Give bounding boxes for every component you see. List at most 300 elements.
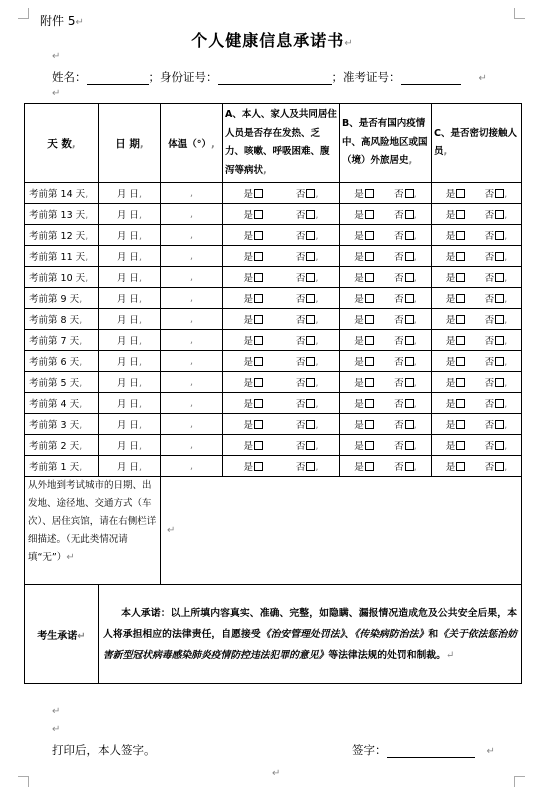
promise-label: 考生承诺↵ (25, 585, 99, 684)
table-header-row (25, 104, 522, 183)
table-row (25, 267, 522, 288)
question-b-choice (340, 330, 432, 351)
question-b-choice (340, 225, 432, 246)
no-checkbox[interactable]: 否 , (295, 189, 319, 200)
day-label: 考前第 7 天, (25, 330, 99, 351)
temperature-field[interactable]: , (161, 267, 223, 288)
day-label: 考前第 2 天, (25, 435, 99, 456)
paragraph-mark: ↵ (272, 768, 281, 779)
paragraph-mark: ↵ (52, 706, 61, 717)
date-field[interactable]: 月 日, (99, 456, 161, 477)
checkbox-square-icon (456, 336, 465, 345)
travel-row (25, 477, 522, 585)
question-c-choice (432, 435, 522, 456)
date-field[interactable]: 月 日, (99, 183, 161, 204)
no-checkbox[interactable]: 否 , (295, 315, 319, 326)
checkbox-square-icon (254, 315, 263, 324)
checkbox-square-icon (405, 189, 414, 198)
question-c-choice (432, 456, 522, 477)
no-checkbox[interactable]: 否 , (484, 294, 508, 305)
yes-checkbox[interactable]: 是 (354, 354, 374, 368)
checkbox-square-icon (495, 399, 504, 408)
checkbox-square-icon (306, 315, 315, 324)
paragraph-mark: ↵ (52, 88, 61, 99)
id-label: ；身份证号： (148, 70, 218, 84)
no-checkbox[interactable]: 否 , (484, 273, 508, 284)
id-number-field[interactable] (218, 72, 332, 85)
checkbox-square-icon (306, 441, 315, 450)
no-checkbox[interactable]: 否 , (295, 357, 319, 368)
no-checkbox[interactable]: 否 , (394, 252, 417, 263)
yes-checkbox[interactable]: 是 (354, 249, 374, 263)
checkbox-square-icon (456, 462, 465, 471)
temperature-field[interactable]: , (161, 183, 223, 204)
temperature-field[interactable]: , (161, 393, 223, 414)
checkbox-square-icon (405, 294, 414, 303)
no-checkbox[interactable]: 否 , (295, 378, 319, 389)
checkbox-square-icon (365, 357, 374, 366)
yes-checkbox[interactable]: 是 (243, 438, 263, 452)
question-c-choice (432, 372, 522, 393)
yes-checkbox[interactable]: 是 (446, 375, 466, 389)
exam-number-field[interactable] (401, 72, 461, 85)
checkbox-square-icon (456, 231, 465, 240)
day-label: 考前第 13 天, (25, 204, 99, 225)
question-b-choice (340, 393, 432, 414)
yes-checkbox[interactable]: 是 (446, 396, 466, 410)
table-row (25, 456, 522, 477)
date-field[interactable]: 月 日, (99, 246, 161, 267)
no-checkbox[interactable]: 否 , (295, 252, 319, 263)
checkbox-square-icon (456, 273, 465, 282)
checkbox-square-icon (405, 378, 414, 387)
yes-checkbox[interactable]: 是 (354, 270, 374, 284)
name-label: 姓名： (52, 70, 87, 84)
question-b-choice (340, 456, 432, 477)
question-b-choice (340, 183, 432, 204)
date-field[interactable]: 月 日, (99, 204, 161, 225)
header-day: 天 数, (25, 104, 99, 183)
temperature-field[interactable]: , (161, 372, 223, 393)
date-field[interactable]: 月 日, (99, 372, 161, 393)
checkbox-square-icon (456, 315, 465, 324)
yes-checkbox[interactable]: 是 (354, 417, 374, 431)
yes-checkbox[interactable]: 是 (243, 291, 263, 305)
crop-mark-bottom-left (18, 776, 29, 787)
question-b-choice (340, 267, 432, 288)
table-row (25, 435, 522, 456)
temperature-field[interactable]: , (161, 351, 223, 372)
header-date: 日 期, (99, 104, 161, 183)
question-c-choice (432, 309, 522, 330)
travel-answer-field[interactable]: ↵ (161, 477, 522, 585)
question-b-choice (340, 372, 432, 393)
checkbox-square-icon (495, 210, 504, 219)
checkbox-square-icon (365, 441, 374, 450)
yes-checkbox[interactable]: 是 (354, 291, 374, 305)
checkbox-square-icon (254, 357, 263, 366)
yes-checkbox[interactable]: 是 (446, 438, 466, 452)
table-row (25, 414, 522, 435)
checkbox-square-icon (306, 189, 315, 198)
temperature-field[interactable]: , (161, 414, 223, 435)
checkbox-square-icon (365, 462, 374, 471)
question-c-choice (432, 288, 522, 309)
yes-checkbox[interactable]: 是 (243, 333, 263, 347)
yes-checkbox[interactable]: 是 (243, 228, 263, 242)
name-field[interactable] (87, 72, 149, 85)
checkbox-square-icon (254, 420, 263, 429)
temperature-field[interactable]: , (161, 435, 223, 456)
header-question-a: A、本人、家人及共同居住人员是否存在发热、乏力、咳嗽、呼吸困难、腹泻等病状, (223, 104, 340, 183)
crop-mark-bottom-right (514, 776, 525, 787)
yes-checkbox[interactable]: 是 (446, 249, 466, 263)
yes-checkbox[interactable]: 是 (446, 228, 466, 242)
no-checkbox[interactable]: 否 , (484, 357, 508, 368)
yes-checkbox[interactable]: 是 (243, 354, 263, 368)
question-c-choice (432, 267, 522, 288)
no-checkbox[interactable]: 否 , (394, 378, 417, 389)
checkbox-square-icon (456, 189, 465, 198)
yes-checkbox[interactable]: 是 (446, 291, 466, 305)
header-question-c: C、是否密切接触人员, (432, 104, 522, 183)
day-label: 考前第 11 天, (25, 246, 99, 267)
yes-checkbox[interactable]: 是 (354, 375, 374, 389)
checkbox-square-icon (365, 294, 374, 303)
checkbox-square-icon (306, 210, 315, 219)
question-a-choice (223, 183, 340, 204)
no-checkbox[interactable]: 否 , (484, 378, 508, 389)
checkbox-square-icon (456, 252, 465, 261)
question-a-choice (223, 372, 340, 393)
yes-checkbox[interactable]: 是 (243, 186, 263, 200)
checkbox-square-icon (365, 336, 374, 345)
checkbox-square-icon (254, 441, 263, 450)
table-row (25, 183, 522, 204)
yes-checkbox[interactable]: 是 (243, 270, 263, 284)
question-a-choice (223, 267, 340, 288)
promise-text: 本人承诺：以上所填内容真实、准确、完整，如隐瞒、漏报情况造成危及公共安全后果，本人将承担相应的法律责任，自愿接受《治安管理处罚法》、《传染病防治法》和《关于依法惩治妨害新型冠状病毒感染肺炎疫情防控违法犯罪的意见》等法律法规的处罚和制裁。↵ (99, 585, 522, 684)
yes-checkbox[interactable]: 是 (446, 354, 466, 368)
checkbox-square-icon (456, 294, 465, 303)
no-checkbox[interactable]: 否 , (394, 315, 417, 326)
checkbox-square-icon (365, 252, 374, 261)
date-field[interactable]: 月 日, (99, 225, 161, 246)
checkbox-square-icon (405, 252, 414, 261)
checkbox-square-icon (456, 210, 465, 219)
header-temperature: 体温（°）, (161, 104, 223, 183)
health-info-table (24, 103, 522, 684)
checkbox-square-icon (306, 357, 315, 366)
checkbox-square-icon (456, 441, 465, 450)
crop-mark-top-left (18, 8, 29, 19)
paragraph-mark: ↵ (52, 724, 61, 735)
document-title: 个人健康信息承诺书↵ (191, 31, 354, 50)
checkbox-square-icon (405, 336, 414, 345)
question-a-choice (223, 225, 340, 246)
day-label: 考前第 10 天, (25, 267, 99, 288)
question-c-choice (432, 351, 522, 372)
no-checkbox[interactable]: 否 , (394, 336, 417, 347)
day-label: 考前第 1 天, (25, 456, 99, 477)
yes-checkbox[interactable]: 是 (446, 270, 466, 284)
yes-checkbox[interactable]: 是 (243, 312, 263, 326)
checkbox-square-icon (405, 210, 414, 219)
question-b-choice (340, 246, 432, 267)
no-checkbox[interactable]: 否 , (295, 462, 319, 473)
no-checkbox[interactable]: 否 , (394, 441, 417, 452)
date-field[interactable]: 月 日, (99, 330, 161, 351)
travel-question: 从外地到考试城市的日期、出发地、途径地、交通方式（车次）、居住宾馆，请在右侧栏详细描述。（无此类情况请填“无”）↵ (25, 477, 161, 585)
yes-checkbox[interactable]: 是 (354, 228, 374, 242)
no-checkbox[interactable]: 否 , (295, 231, 319, 242)
yes-checkbox[interactable]: 是 (243, 375, 263, 389)
yes-checkbox[interactable]: 是 (354, 312, 374, 326)
yes-checkbox[interactable]: 是 (446, 207, 466, 221)
table-row (25, 204, 522, 225)
checkbox-square-icon (254, 462, 263, 471)
checkbox-square-icon (495, 315, 504, 324)
no-checkbox[interactable]: 否 , (295, 399, 319, 410)
temperature-field[interactable]: , (161, 225, 223, 246)
checkbox-square-icon (254, 378, 263, 387)
yes-checkbox[interactable]: 是 (243, 396, 263, 410)
yes-checkbox[interactable]: 是 (446, 333, 466, 347)
yes-checkbox[interactable]: 是 (243, 459, 263, 473)
checkbox-square-icon (495, 273, 504, 282)
checkbox-square-icon (405, 420, 414, 429)
exam-number-label: ；准考证号： (331, 70, 401, 84)
no-checkbox[interactable]: 否 , (484, 210, 508, 221)
checkbox-square-icon (365, 378, 374, 387)
yes-checkbox[interactable]: 是 (446, 312, 466, 326)
checkbox-square-icon (254, 210, 263, 219)
temperature-field[interactable]: , (161, 288, 223, 309)
date-field[interactable]: 月 日, (99, 267, 161, 288)
yes-checkbox[interactable]: 是 (243, 249, 263, 263)
checkbox-square-icon (456, 399, 465, 408)
yes-checkbox[interactable]: 是 (446, 459, 466, 473)
question-b-choice (340, 414, 432, 435)
no-checkbox[interactable]: 否 , (295, 210, 319, 221)
no-checkbox[interactable]: 否 , (295, 273, 319, 284)
paragraph-mark: ↵ (52, 51, 61, 62)
table-row (25, 309, 522, 330)
checkbox-square-icon (456, 378, 465, 387)
question-c-choice (432, 246, 522, 267)
checkbox-square-icon (365, 399, 374, 408)
question-c-choice (432, 204, 522, 225)
question-b-choice (340, 309, 432, 330)
checkbox-square-icon (254, 294, 263, 303)
yes-checkbox[interactable]: 是 (446, 417, 466, 431)
no-checkbox[interactable]: 否 , (484, 252, 508, 263)
attachment-label: 附件 5↵ (40, 14, 84, 28)
checkbox-square-icon (306, 420, 315, 429)
checkbox-square-icon (365, 189, 374, 198)
no-checkbox[interactable]: 否 , (484, 336, 508, 347)
checkbox-square-icon (306, 231, 315, 240)
table-row (25, 330, 522, 351)
question-b-choice (340, 435, 432, 456)
checkbox-square-icon (306, 273, 315, 282)
header-question-b: B、是否有国内疫情中、高风险地区或国（境）外旅居史, (340, 104, 432, 183)
yes-checkbox[interactable]: 是 (243, 207, 263, 221)
print-sign-note: 打印后，本人签字。 (52, 743, 156, 757)
day-label: 考前第 6 天, (25, 351, 99, 372)
table-row (25, 288, 522, 309)
checkbox-square-icon (254, 273, 263, 282)
checkbox-square-icon (405, 462, 414, 471)
date-field[interactable]: 月 日, (99, 309, 161, 330)
date-field[interactable]: 月 日, (99, 414, 161, 435)
temperature-field[interactable]: , (161, 456, 223, 477)
checkbox-square-icon (456, 420, 465, 429)
checkbox-square-icon (495, 231, 504, 240)
temperature-field[interactable]: , (161, 330, 223, 351)
yes-checkbox[interactable]: 是 (354, 438, 374, 452)
checkbox-square-icon (254, 399, 263, 408)
question-a-choice (223, 204, 340, 225)
no-checkbox[interactable]: 否 , (295, 336, 319, 347)
question-a-choice (223, 288, 340, 309)
day-label: 考前第 3 天, (25, 414, 99, 435)
day-label: 考前第 8 天, (25, 309, 99, 330)
question-a-choice (223, 435, 340, 456)
no-checkbox[interactable]: 否 , (394, 231, 417, 242)
question-a-choice (223, 456, 340, 477)
question-c-choice (432, 225, 522, 246)
yes-checkbox[interactable]: 是 (354, 186, 374, 200)
yes-checkbox[interactable]: 是 (354, 207, 374, 221)
no-checkbox[interactable]: 否 , (295, 420, 319, 431)
no-checkbox[interactable]: 否 , (484, 189, 508, 200)
question-c-choice (432, 393, 522, 414)
checkbox-square-icon (405, 231, 414, 240)
personal-info-line: 姓名： ；身份证号： ；准考证号： ↵ (52, 70, 487, 84)
checkbox-square-icon (495, 462, 504, 471)
no-checkbox[interactable]: 否 , (295, 294, 319, 305)
checkbox-square-icon (306, 399, 315, 408)
no-checkbox[interactable]: 否 , (394, 399, 417, 410)
checkbox-square-icon (405, 273, 414, 282)
checkbox-square-icon (306, 252, 315, 261)
checkbox-square-icon (306, 378, 315, 387)
signature-field[interactable] (387, 745, 475, 758)
yes-checkbox[interactable]: 是 (243, 417, 263, 431)
no-checkbox[interactable]: 否 , (394, 273, 417, 284)
checkbox-square-icon (365, 273, 374, 282)
no-checkbox[interactable]: 否 , (484, 231, 508, 242)
checkbox-square-icon (365, 231, 374, 240)
checkbox-square-icon (495, 294, 504, 303)
no-checkbox[interactable]: 否 , (394, 462, 417, 473)
question-a-choice (223, 393, 340, 414)
no-checkbox[interactable]: 否 , (394, 210, 417, 221)
temperature-field[interactable]: , (161, 309, 223, 330)
question-b-choice (340, 288, 432, 309)
temperature-field[interactable]: , (161, 246, 223, 267)
table-row (25, 393, 522, 414)
signature-label: 签字： (352, 743, 387, 757)
date-field[interactable]: 月 日, (99, 435, 161, 456)
no-checkbox[interactable]: 否 , (484, 399, 508, 410)
question-a-choice (223, 414, 340, 435)
checkbox-square-icon (495, 441, 504, 450)
checkbox-square-icon (456, 357, 465, 366)
table-row (25, 225, 522, 246)
promise-row (25, 585, 522, 684)
question-b-choice (340, 204, 432, 225)
table-row (25, 372, 522, 393)
checkbox-square-icon (254, 336, 263, 345)
checkbox-square-icon (365, 210, 374, 219)
no-checkbox[interactable]: 否 , (394, 189, 417, 200)
checkbox-square-icon (405, 399, 414, 408)
day-label: 考前第 4 天, (25, 393, 99, 414)
question-a-choice (223, 351, 340, 372)
checkbox-square-icon (365, 420, 374, 429)
table-row (25, 246, 522, 267)
checkbox-square-icon (495, 420, 504, 429)
checkbox-square-icon (254, 231, 263, 240)
signature-line: 签字： ↵ (352, 743, 495, 757)
no-checkbox[interactable]: 否 , (394, 420, 417, 431)
no-checkbox[interactable]: 否 , (484, 462, 508, 473)
checkbox-square-icon (306, 294, 315, 303)
no-checkbox[interactable]: 否 , (295, 441, 319, 452)
yes-checkbox[interactable]: 是 (354, 396, 374, 410)
no-checkbox[interactable]: 否 , (484, 441, 508, 452)
checkbox-square-icon (306, 336, 315, 345)
checkbox-square-icon (365, 315, 374, 324)
day-label: 考前第 12 天, (25, 225, 99, 246)
no-checkbox[interactable]: 否 , (484, 315, 508, 326)
no-checkbox[interactable]: 否 , (394, 357, 417, 368)
checkbox-square-icon (495, 357, 504, 366)
day-label: 考前第 5 天, (25, 372, 99, 393)
checkbox-square-icon (306, 462, 315, 471)
checkbox-square-icon (495, 189, 504, 198)
day-label: 考前第 9 天, (25, 288, 99, 309)
checkbox-square-icon (495, 336, 504, 345)
no-checkbox[interactable]: 否 , (394, 294, 417, 305)
checkbox-square-icon (405, 315, 414, 324)
yes-checkbox[interactable]: 是 (446, 186, 466, 200)
checkbox-square-icon (405, 441, 414, 450)
question-b-choice (340, 351, 432, 372)
yes-checkbox[interactable]: 是 (354, 333, 374, 347)
question-c-choice (432, 414, 522, 435)
question-a-choice (223, 309, 340, 330)
question-a-choice (223, 246, 340, 267)
temperature-field[interactable]: , (161, 204, 223, 225)
checkbox-square-icon (495, 252, 504, 261)
checkbox-square-icon (495, 378, 504, 387)
date-field[interactable]: 月 日, (99, 393, 161, 414)
checkbox-square-icon (254, 189, 263, 198)
no-checkbox[interactable]: 否 , (484, 420, 508, 431)
question-a-choice (223, 330, 340, 351)
checkbox-square-icon (254, 252, 263, 261)
daily-rows (25, 183, 522, 477)
yes-checkbox[interactable]: 是 (354, 459, 374, 473)
question-c-choice (432, 330, 522, 351)
checkbox-square-icon (405, 357, 414, 366)
crop-mark-top-right (514, 8, 525, 19)
date-field[interactable]: 月 日, (99, 351, 161, 372)
date-field[interactable]: 月 日, (99, 288, 161, 309)
